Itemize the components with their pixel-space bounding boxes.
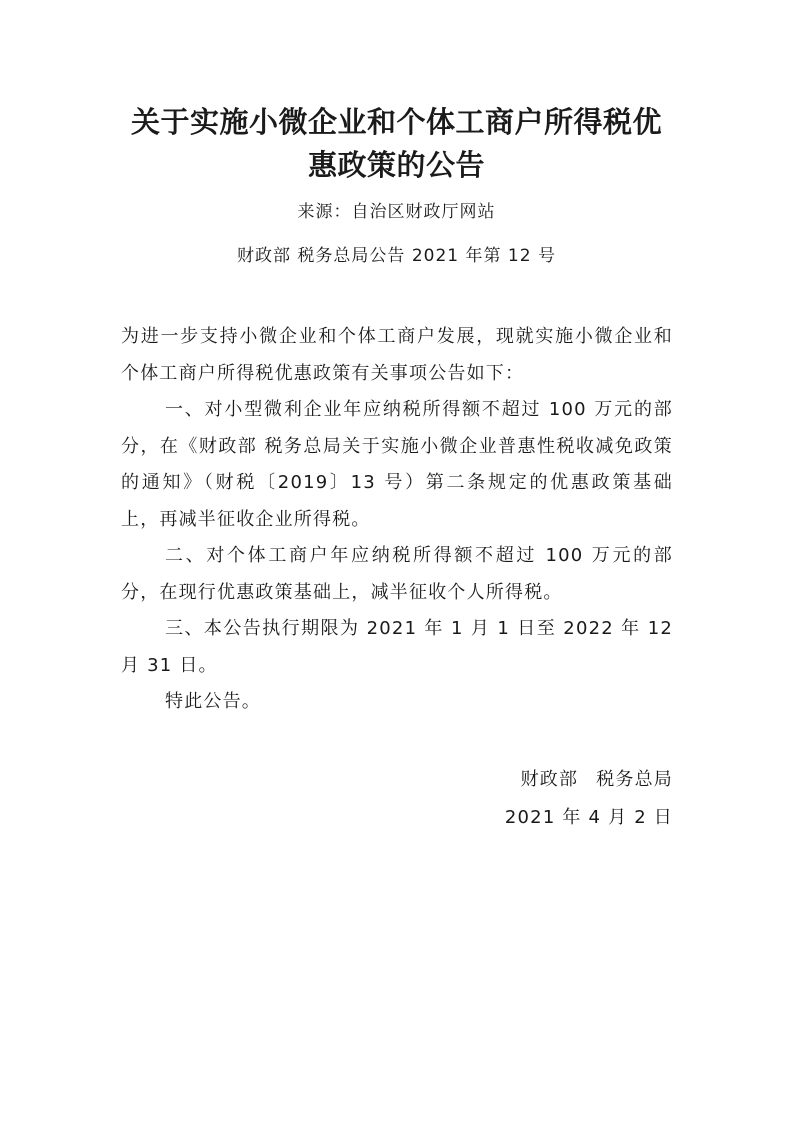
signature-org-tax: 税务总局 — [596, 769, 673, 790]
body-paragraph-3: 三、本公告执行期限为 2021 年 1 月 1 日至 2022 年 12 月 31 日。 — [121, 618, 673, 676]
document-source: 来源：自治区财政厅网站 — [297, 202, 496, 222]
closing-paragraph: 特此公告。 — [165, 691, 261, 712]
body-paragraph-2: 二、对个体工商户年应纳税所得额不超过 100 万元的部分，在现行优惠政策基础上，减半征收个人所得税。 — [121, 545, 673, 603]
signature-org-finance: 财政部 — [520, 769, 579, 790]
body-paragraph-1: 一、对小型微利企业年应纳税所得额不超过 100 万元的部分，在《财政部 税务总局关于实施小微企业普惠性税收减免政策的通知》（财税〔2019〕13 号）第二条规定的优惠政策基础上，再减半征收企业所得税。 — [121, 399, 673, 530]
document-title-line-2: 惠政策的公告 — [307, 148, 485, 182]
document-body — [121, 319, 673, 721]
signature-organizations — [400, 762, 673, 798]
document-number: 财政部 税务总局公告 2021 年第 12 号 — [237, 246, 556, 266]
intro-paragraph: 为进一步支持小微企业和个体工商户发展，现就实施小微企业和个体工商户所得税优惠政策有关事项公告如下： — [121, 326, 673, 384]
document-title-line-1: 关于实施小微企业和个体工商户所得税优 — [130, 105, 662, 139]
signature-date: 2021 年 4 月 2 日 — [504, 807, 673, 828]
